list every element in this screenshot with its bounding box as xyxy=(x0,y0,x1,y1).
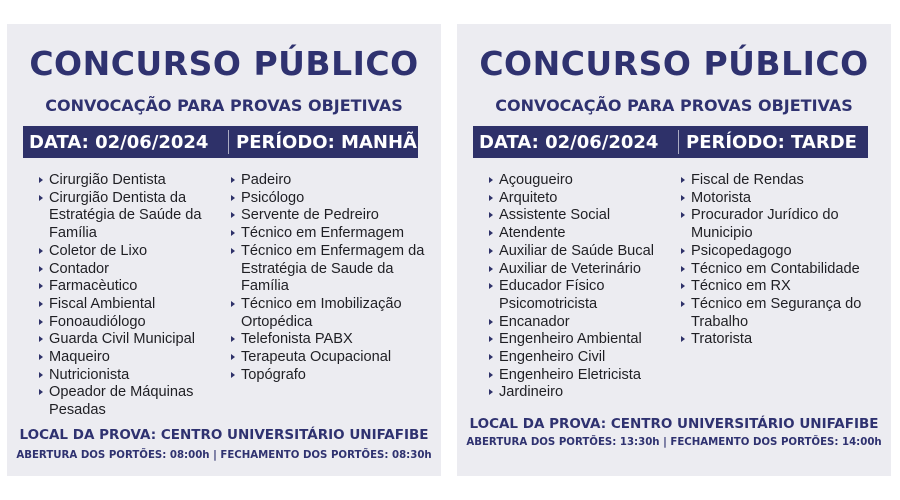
exam-date: DATA: 02/06/2024 xyxy=(479,132,659,153)
job-title: Técnico em Enfermagem xyxy=(241,225,405,242)
caret-right-icon xyxy=(231,354,235,360)
caret-right-icon xyxy=(681,248,685,254)
caret-right-icon xyxy=(681,195,685,201)
exam-period: PERÍODO: MANHÃ xyxy=(236,132,417,153)
panel-title: CONCURSO PÚBLICO xyxy=(479,44,869,83)
job-list-item xyxy=(37,172,227,190)
caret-right-icon xyxy=(681,177,685,183)
caret-right-icon xyxy=(39,195,43,201)
job-title: Açougueiro xyxy=(499,172,573,188)
panel-subtitle: CONVOCAÇÃO PARA PROVAS OBJETIVAS xyxy=(45,96,403,115)
job-title: Farmacèutico xyxy=(49,278,138,295)
job-list-column-b xyxy=(229,172,434,384)
job-list-item xyxy=(229,225,434,243)
caret-right-icon xyxy=(489,195,493,201)
job-title: Atendente xyxy=(499,225,566,242)
job-title: Fiscal Ambiental xyxy=(49,295,156,312)
caret-right-icon xyxy=(231,195,235,201)
caret-right-icon xyxy=(681,266,685,272)
panel-title: CONCURSO PÚBLICO xyxy=(29,44,419,83)
caret-right-icon xyxy=(231,336,235,342)
exam-period: PERÍODO: TARDE xyxy=(686,132,857,153)
job-list-item xyxy=(487,278,677,313)
caret-right-icon xyxy=(39,319,43,325)
job-title: Procurador Jurídico do Municipio xyxy=(691,207,839,242)
job-list-item xyxy=(487,207,677,225)
notice-panel-morning xyxy=(7,24,441,476)
job-list-item xyxy=(229,190,434,208)
job-title: Psicólogo xyxy=(241,189,305,206)
caret-right-icon xyxy=(39,177,43,183)
caret-right-icon xyxy=(681,301,685,307)
job-list-item xyxy=(679,243,884,261)
job-list-item xyxy=(679,172,884,190)
job-title: Cirurgião Dentista da Estratégia de Saúde da Família xyxy=(49,189,202,242)
job-list-item xyxy=(229,172,434,190)
job-list-item xyxy=(37,243,227,261)
job-list-item xyxy=(37,261,227,279)
job-list-item xyxy=(487,225,677,243)
job-title: Técnico em RX xyxy=(691,278,791,295)
job-list-item xyxy=(679,190,884,208)
job-title: Topógrafo xyxy=(241,366,306,383)
caret-right-icon xyxy=(681,283,685,289)
notice-panel-afternoon xyxy=(457,24,891,476)
job-list-item xyxy=(487,190,677,208)
job-title: Servente de Pedreiro xyxy=(241,207,379,224)
date-period-bar xyxy=(473,126,868,158)
job-title: Coletor de Lixo xyxy=(49,242,148,259)
job-title: Jardineiro xyxy=(499,384,564,401)
job-list-item xyxy=(487,367,677,385)
caret-right-icon xyxy=(489,248,493,254)
job-title: Auxiliar de Veterinário xyxy=(499,260,641,277)
job-list-item xyxy=(37,349,227,367)
job-list-item xyxy=(37,296,227,314)
job-list-item xyxy=(487,331,677,349)
job-list-item xyxy=(37,367,227,385)
job-list-column-a xyxy=(37,172,227,420)
job-title: Guarda Civil Municipal xyxy=(49,331,195,348)
caret-right-icon xyxy=(489,354,493,360)
caret-right-icon xyxy=(489,230,493,236)
caret-right-icon xyxy=(39,336,43,342)
job-list-item xyxy=(487,349,677,367)
bar-divider xyxy=(228,130,229,154)
job-list-item xyxy=(37,384,227,419)
caret-right-icon xyxy=(39,266,43,272)
caret-right-icon xyxy=(39,248,43,254)
caret-right-icon xyxy=(681,336,685,342)
job-list-item xyxy=(229,296,434,331)
gate-times: ABERTURA DOS PORTÕES: 08:00h | FECHAMENTO DOS PORTÕES: 08:30h xyxy=(16,450,432,461)
caret-right-icon xyxy=(489,212,493,218)
job-list-item xyxy=(679,278,884,296)
job-title: Opeador de Máquinas Pesadas xyxy=(49,384,194,419)
job-list-item xyxy=(37,278,227,296)
job-list-item xyxy=(229,243,434,296)
job-title: Engenheiro Eletricista xyxy=(499,366,641,383)
job-title: Tratorista xyxy=(691,331,753,348)
caret-right-icon xyxy=(681,212,685,218)
job-title: Fiscal de Rendas xyxy=(691,172,804,188)
job-list-column-a xyxy=(487,172,677,402)
job-title: Auxiliar de Saúde Bucal xyxy=(499,242,654,259)
job-title: Motorista xyxy=(691,189,752,206)
caret-right-icon xyxy=(489,389,493,395)
job-list-item xyxy=(37,331,227,349)
caret-right-icon xyxy=(231,212,235,218)
job-title: Técnico em Imobilização Ortopédica xyxy=(241,295,402,330)
caret-right-icon xyxy=(39,372,43,378)
job-list-item xyxy=(679,331,884,349)
caret-right-icon xyxy=(489,336,493,342)
job-list-item xyxy=(679,296,884,331)
job-title: Educador Físico Psicomotricista xyxy=(499,278,605,312)
gate-times: ABERTURA DOS PORTÕES: 13:30h | FECHAMENTO DOS PORTÕES: 14:00h xyxy=(466,437,882,448)
caret-right-icon xyxy=(231,248,235,254)
caret-right-icon xyxy=(231,177,235,183)
job-list-item xyxy=(487,384,677,402)
caret-right-icon xyxy=(489,283,493,289)
caret-right-icon xyxy=(231,372,235,378)
job-list-item xyxy=(487,172,677,190)
job-title: Engenheiro Ambiental xyxy=(499,331,642,348)
job-list-item xyxy=(679,261,884,279)
caret-right-icon xyxy=(489,372,493,378)
job-list-item xyxy=(487,261,677,279)
caret-right-icon xyxy=(489,266,493,272)
caret-right-icon xyxy=(39,354,43,360)
job-list-item xyxy=(37,314,227,332)
caret-right-icon xyxy=(231,301,235,307)
job-title: Nutricionista xyxy=(49,366,130,383)
panel-subtitle: CONVOCAÇÃO PARA PROVAS OBJETIVAS xyxy=(495,96,853,115)
job-list-item xyxy=(229,207,434,225)
job-title: Fonoaudiólogo xyxy=(49,313,146,330)
job-title: Técnico em Enfermagem da Estratégia de Saude da Família xyxy=(241,242,425,295)
job-list-item xyxy=(229,367,434,385)
job-list-item xyxy=(229,349,434,367)
job-list-item xyxy=(487,314,677,332)
caret-right-icon xyxy=(39,301,43,307)
job-title: Terapeuta Ocupacional xyxy=(241,349,392,366)
job-title: Técnico em Segurança do Trabalho xyxy=(691,295,862,330)
job-title: Psicopedagogo xyxy=(691,242,792,259)
job-title: Maqueiro xyxy=(49,349,110,366)
job-list-item xyxy=(487,243,677,261)
caret-right-icon xyxy=(489,177,493,183)
job-title: Telefonista PABX xyxy=(241,331,353,348)
job-title: Encanador xyxy=(499,313,570,330)
job-title: Contador xyxy=(49,260,110,277)
job-list-item xyxy=(229,331,434,349)
job-title: Cirurgião Dentista xyxy=(49,172,166,188)
job-title: Assistente Social xyxy=(499,207,611,224)
caret-right-icon xyxy=(489,319,493,325)
caret-right-icon xyxy=(231,230,235,236)
caret-right-icon xyxy=(39,389,43,395)
job-list-item xyxy=(679,207,884,242)
bar-divider xyxy=(678,130,679,154)
exam-location: LOCAL DA PROVA: CENTRO UNIVERSITÁRIO UNIFAFIBE xyxy=(469,416,879,432)
job-title: Técnico em Contabilidade xyxy=(691,260,860,277)
job-list-column-b xyxy=(679,172,884,349)
date-period-bar xyxy=(23,126,418,158)
job-title: Engenheiro Civil xyxy=(499,349,606,366)
exam-location: LOCAL DA PROVA: CENTRO UNIVERSITÁRIO UNIFAFIBE xyxy=(19,427,429,443)
job-title: Arquiteto xyxy=(499,189,558,206)
job-list-item xyxy=(37,190,227,243)
job-title: Padeiro xyxy=(241,172,292,188)
exam-date: DATA: 02/06/2024 xyxy=(29,132,209,153)
caret-right-icon xyxy=(39,283,43,289)
